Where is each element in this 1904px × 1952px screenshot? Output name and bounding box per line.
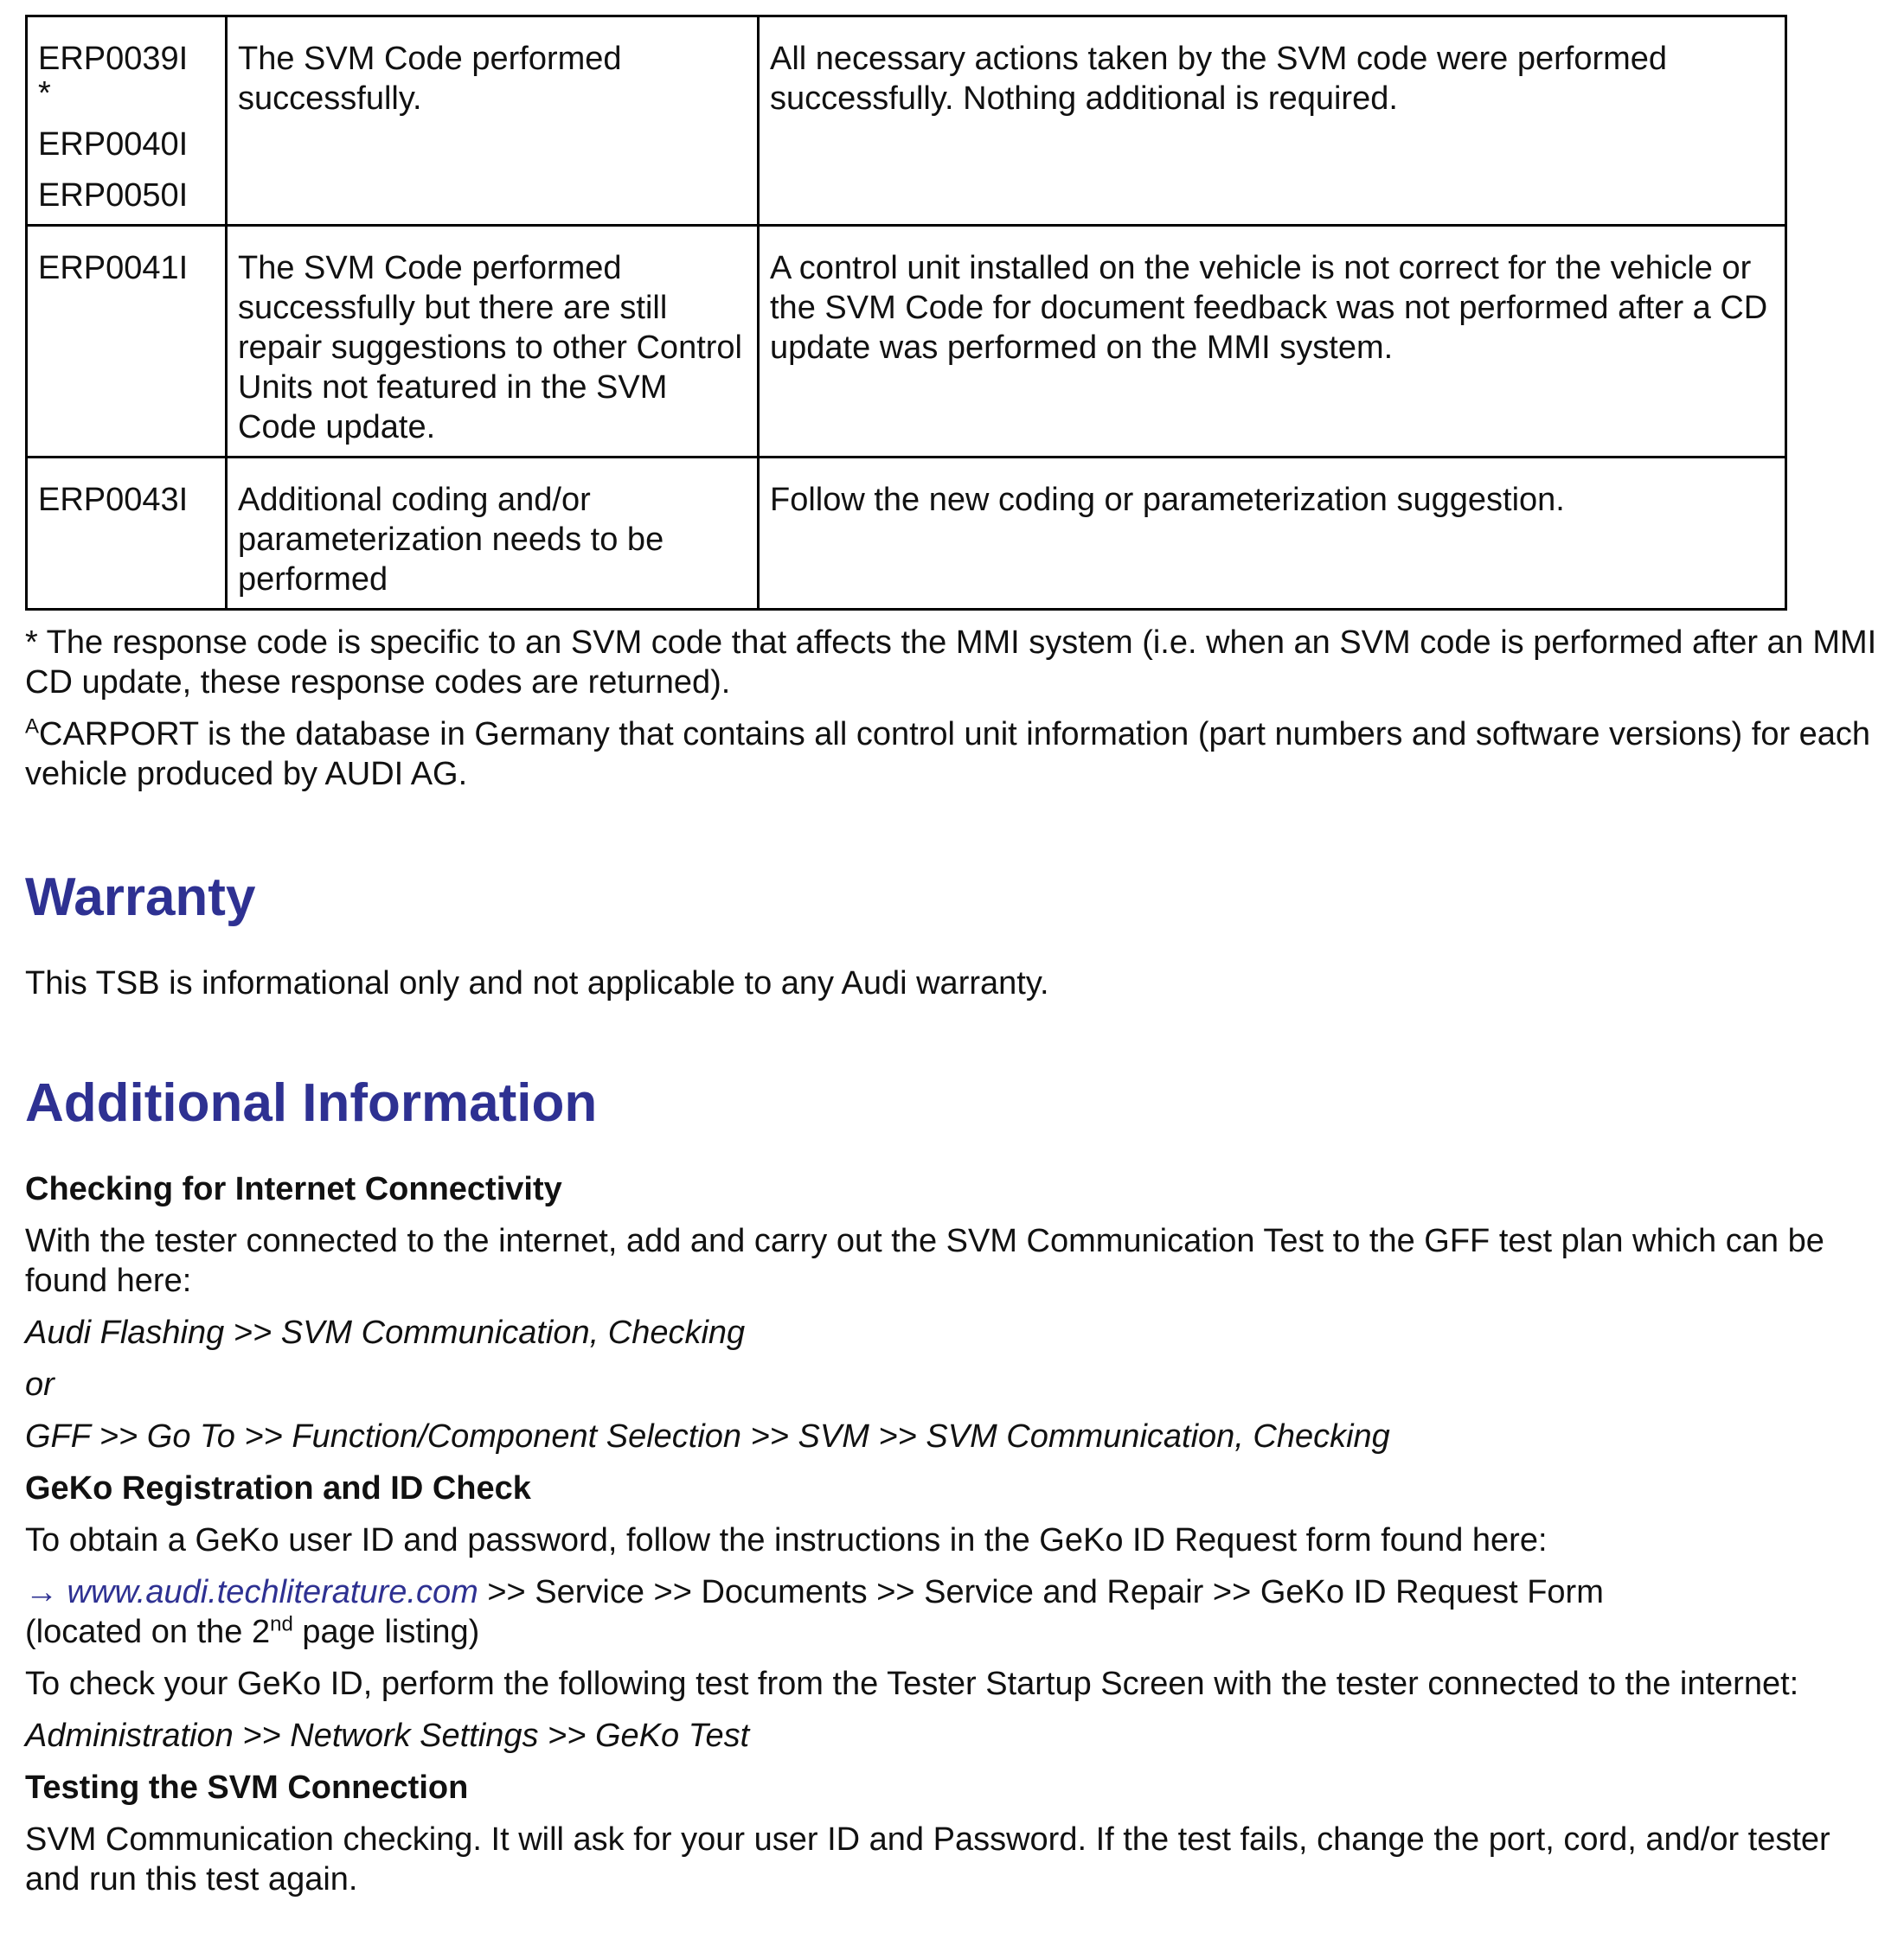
additional-info-heading: Additional Information: [25, 1073, 598, 1133]
footnote-mark: A: [25, 714, 40, 739]
asterisk-mark: *: [38, 75, 51, 112]
code-cell: [27, 458, 227, 610]
document-page: [25, 15, 1885, 1899]
action-cell: Follow the new coding or parameterization suggestion.: [759, 458, 1786, 610]
geko-subheading: GeKo Registration and ID Check: [25, 1470, 531, 1507]
response-code-table: [25, 15, 1787, 611]
description-cell: Additional coding and/or parameterization needs to be performed: [227, 458, 759, 610]
response-code: ERP0039I: [38, 41, 189, 77]
gff-path: GFF >> Go To >> Function/Component Selection >> SVM >> SVM Communication, Checking: [25, 1418, 1390, 1455]
geko-text: To obtain a GeKo user ID and password, follow the instructions in the GeKo ID Request form found here:: [25, 1522, 1548, 1558]
carport-footnote: [25, 714, 1885, 794]
located-text: (located on the 2: [25, 1614, 271, 1650]
geko-form-path: >> Service >> Documents >> Service and Repair >> GeKo ID Request Form: [478, 1574, 1604, 1610]
techliterature-link[interactable]: → www.audi.techliterature.com: [25, 1574, 478, 1610]
action-cell: All necessary actions taken by the SVM code were performed successfully. Nothing additional is required.: [759, 16, 1786, 226]
ordinal-suffix: nd: [270, 1612, 293, 1636]
geko-check-text: To check your GeKo ID, perform the following test from the Tester Startup Screen with the tester connected to the internet:: [25, 1666, 1799, 1702]
connectivity-text: With the tester connected to the internet, add and carry out the SVM Communication Test to the GFF test plan which can be found here:: [25, 1223, 1824, 1299]
action-cell: A control unit installed on the vehicle is not correct for the vehicle or the SVM Code for document feedback was not performed after a CD update was performed on the MMI system.: [759, 226, 1786, 458]
geko-link-paragraph: [25, 1572, 1885, 1652]
response-code: ERP0050I: [38, 177, 189, 214]
connectivity-subheading: Checking for Internet Connectivity: [25, 1171, 562, 1207]
code-cell: [27, 16, 227, 226]
flashing-path: Audi Flashing >> SVM Communication, Checking: [25, 1315, 746, 1351]
response-code: ERP0041I: [38, 250, 189, 286]
svm-text: SVM Communication checking. It will ask for your user ID and Password. If the test fails, change the port, cord, and/or tester and run this test again.: [25, 1821, 1830, 1898]
table-row: [27, 458, 1786, 610]
carport-footnote-text: CARPORT is the database in Germany that contains all control unit information (part numbers and software versions) for each vehicle produced by AUDI AG.: [25, 716, 1871, 792]
located-text-end: page listing): [292, 1614, 480, 1650]
table-row: [27, 16, 1786, 226]
response-code: ERP0040I: [38, 126, 189, 163]
response-code: ERP0043I: [38, 482, 189, 518]
code-cell: [27, 226, 227, 458]
description-cell: The SVM Code performed successfully but there are still repair suggestions to other Control Units not featured in the SVM Code update.: [227, 226, 759, 458]
geko-test-path: Administration >> Network Settings >> GeKo Test: [25, 1718, 750, 1754]
warranty-heading: Warranty: [25, 867, 256, 927]
or-text: or: [25, 1366, 54, 1403]
warranty-text: This TSB is informational only and not applicable to any Audi warranty.: [25, 965, 1049, 1002]
table-row: [27, 226, 1786, 458]
asterisk-footnote: * The response code is specific to an SVM code that affects the MMI system (i.e. when an SVM code is performed after an MMI CD update, these response codes are returned).: [25, 624, 1877, 701]
svm-subheading: Testing the SVM Connection: [25, 1770, 469, 1806]
description-cell: The SVM Code performed successfully.: [227, 16, 759, 226]
